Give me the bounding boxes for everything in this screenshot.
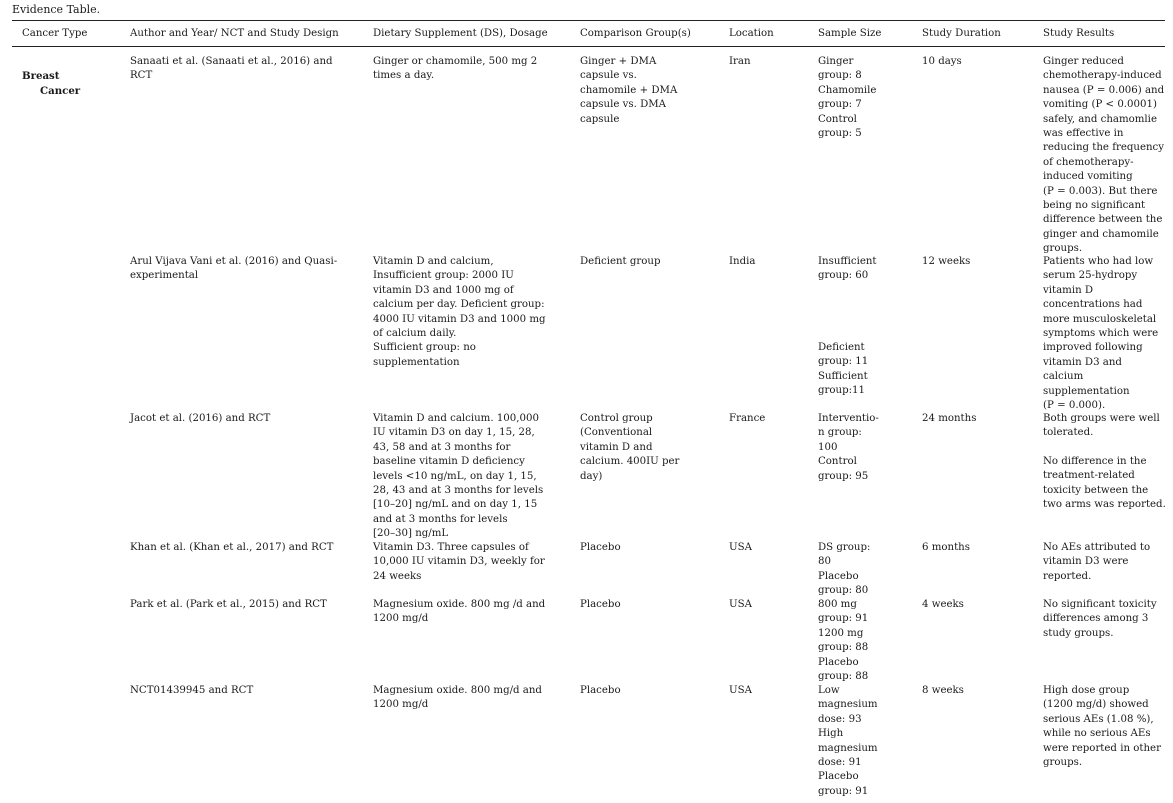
- header-supplement: Dietary Supplement (DS), Dosage: [373, 28, 548, 39]
- cancer-type-line1: Breast: [22, 70, 60, 83]
- row6-sample-size: Low magnesium dose: 93 High magnesium dose: 91 Placebo group: 91: [818, 685, 878, 797]
- row2-comparison: Deficient group: [580, 256, 661, 267]
- row2-sample-size-insufficient: Insufficient group: 60: [818, 256, 877, 282]
- row6-results: High dose group (1200 mg/d) showed serious AEs (1.08 %), while no serious AEs were reported in other groups.: [1043, 685, 1161, 769]
- header-rule: [12, 46, 1165, 47]
- row4-supplement: Vitamin D3. Three capsules of 10,000 IU vitamin D3, weekly for 24 weeks: [373, 542, 545, 582]
- header-comparison: Comparison Group(s): [580, 28, 691, 39]
- row6-location: USA: [729, 685, 752, 696]
- row3-location: France: [729, 413, 766, 424]
- row5-supplement: Magnesium oxide. 800 mg /d and 1200 mg/d: [373, 599, 546, 625]
- row2-location: India: [729, 256, 756, 267]
- row6-comparison: Placebo: [580, 685, 621, 696]
- row1-sample-size: Ginger group: 8 Chamomile group: 7 Control group: 5: [818, 56, 877, 140]
- row4-location: USA: [729, 542, 752, 553]
- header-cancer-type: Cancer Type: [22, 28, 88, 39]
- row2-sample-size-deficient: Deficient group: 11 Sufficient group:11: [818, 342, 869, 397]
- row1-supplement: Ginger or chamomile, 500 mg 2 times a day.: [373, 56, 538, 82]
- row2-author: Arul Vijava Vani et al. (2016) and Quasi- experimental: [130, 256, 338, 282]
- row3-results-toxicity: No difference in the treatment-related toxicity between the two arms was reported.: [1043, 456, 1166, 511]
- row3-duration: 24 months: [922, 413, 977, 424]
- table-caption: Evidence Table.: [12, 3, 101, 16]
- row6-author: NCT01439945 and RCT: [130, 685, 254, 696]
- row4-author: Khan et al. (Khan et al., 2017) and RCT: [130, 542, 334, 553]
- row3-sample-size: Interventio- n group: 100 Control group: 95: [818, 413, 879, 482]
- row5-location: USA: [729, 599, 752, 610]
- row5-duration: 4 weeks: [922, 599, 964, 610]
- row6-supplement: Magnesium oxide. 800 mg/d and 1200 mg/d: [373, 685, 542, 711]
- row1-duration: 10 days: [922, 56, 962, 67]
- row4-comparison: Placebo: [580, 542, 621, 553]
- row4-sample-size: DS group: 80 Placebo group: 80: [818, 542, 871, 597]
- row1-location: Iran: [729, 56, 751, 67]
- row6-duration: 8 weeks: [922, 685, 964, 696]
- row3-results-tolerated: Both groups were well tolerated.: [1043, 413, 1160, 439]
- row5-author: Park et al. (Park et al., 2015) and RCT: [130, 599, 327, 610]
- row2-duration: 12 weeks: [922, 256, 971, 267]
- row3-supplement: Vitamin D and calcium. 100,000 IU vitamin D3 on day 1, 15, 28, 43, 58 and at 3 months for baseline vitamin D deficiency levels <10 ng/mL, on day 1, 15, 28, 43 and at 3 months for levels [10–20] ng/mL and on day 1, 15 and at 3 months for levels [20–30] ng/mL: [373, 413, 544, 540]
- row5-comparison: Placebo: [580, 599, 621, 610]
- row4-results: No AEs attributed to vitamin D3 were reported.: [1043, 542, 1151, 582]
- row1-comparison: Ginger + DMA capsule vs. chamomile + DMA capsule vs. DMA capsule: [580, 56, 678, 125]
- row5-results: No significant toxicity differences among 3 study groups.: [1043, 599, 1157, 639]
- header-location: Location: [729, 28, 774, 39]
- row1-author: Sanaati et al. (Sanaati et al., 2016) and RCT: [130, 56, 333, 82]
- row2-results: Patients who had low serum 25-hydropy vitamin D concentrations had more musculoskeletal symptoms which were improved following vitamin D3 and calcium supplementation (P = 0.000).: [1043, 256, 1159, 412]
- header-sample-size: Sample Size: [818, 28, 882, 39]
- header-study-results: Study Results: [1043, 28, 1115, 39]
- row3-comparison: Control group (Conventional vitamin D and calcium. 400IU per day): [580, 413, 680, 482]
- header-study-duration: Study Duration: [922, 28, 1001, 39]
- row4-duration: 6 months: [922, 542, 970, 553]
- row3-author: Jacot et al. (2016) and RCT: [130, 413, 271, 424]
- row2-supplement: Vitamin D and calcium, Insufficient group: 2000 IU vitamin D3 and 1000 mg of calcium per day. Deficient group: 4000 IU vitamin D3 and 1000 mg of calcium daily. Sufficient group: no supplementation: [373, 256, 546, 368]
- top-rule: [12, 20, 1165, 21]
- row1-results: Ginger reduced chemotherapy-induced nausea (P = 0.006) and vomiting (P < 0.0001) safely, and chamomlie was effective in reducing the frequency of chemotherapy- induced vomiting (P = 0.003). But there being no significant difference between the ginger and chamomile groups.: [1043, 56, 1165, 255]
- header-author: Author and Year/ NCT and Study Design: [130, 28, 339, 39]
- cancer-type-label: [22, 55, 80, 113]
- row5-sample-size: 800 mg group: 91 1200 mg group: 88 Placebo group: 88: [818, 599, 869, 683]
- cancer-type-line2: Cancer: [40, 84, 81, 97]
